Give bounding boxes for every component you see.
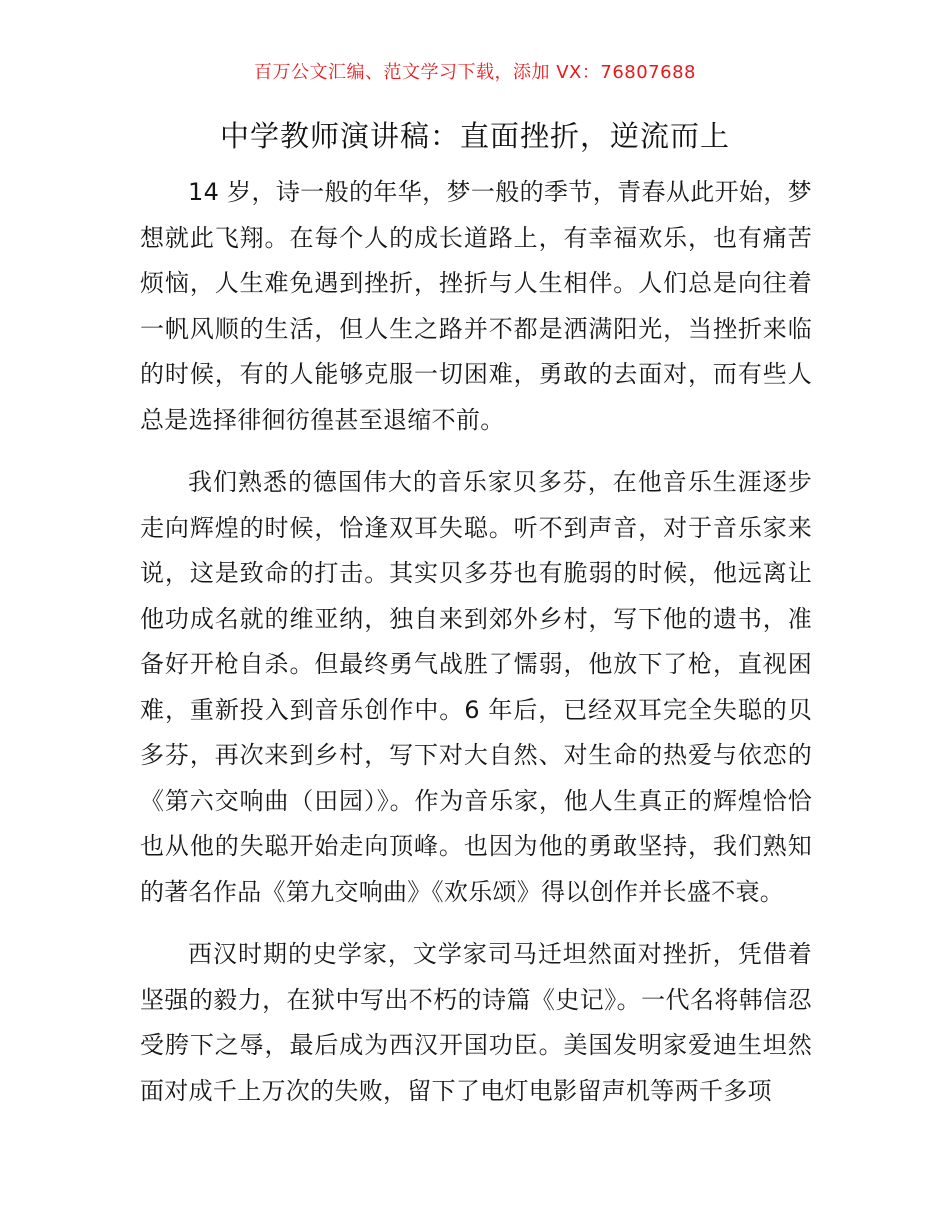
page-title: 中学教师演讲稿：直面挫折，逆流而上 — [219, 119, 730, 153]
paragraph-examples: 西汉时期的史学家，文学家司马迁坦然面对挫折，凭借着坚强的毅力，在狱中写出不朽的诗篇《史记》。一代名将韩信忍受胯下之辱，最后成为西汉开国功臣。美国发明家爱迪生坦然面对成千上万次的失败，留下了电灯电影留声机等两千多项 — [140, 940, 812, 1105]
document-body — [140, 170, 812, 1131]
promo-banner: 百万公文汇编、范文学习下载，添加 VX：76807688 — [254, 62, 696, 83]
paragraph-beethoven: 我们熟悉的德国伟大的音乐家贝多芬，在他音乐生涯逐步走向辉煌的时候，恰逢双耳失聪。听不到声音，对于音乐家来说，这是致命的打击。其实贝多芬也有脆弱的时候，他远离让他功成名就的维亚纳，独自来到郊外乡村，写下他的遗书，准备好开枪自杀。但最终勇气战胜了懦弱，他放下了枪，直视困难，重新投入到音乐创作中。6 年后，已经双耳完全失聪的贝多芬，再次来到乡村，写下对大自然、对生命的热爱与依恋的《第六交响曲（田园）》。作为音乐家，他人生真正的辉煌恰恰也从他的失聪开始走向顶峰。也因为他的勇敢坚持，我们熟知的著名作品《第九交响曲》《欢乐颂》得以创作并长盛不衰。 — [140, 468, 812, 906]
paragraph-intro: 14 岁，诗一般的年华，梦一般的季节，青春从此开始，梦想就此飞翔。在每个人的成长道路上，有幸福欢乐，也有痛苦烦恼，人生难免遇到挫折，挫折与人生相伴。人们总是向往着一帆风顺的生活，但人生之路并不都是洒满阳光，当挫折来临的时候，有的人能够克服一切困难，勇敢的去面对，而有些人总是选择徘徊彷徨甚至退缩不前。 — [140, 178, 812, 434]
